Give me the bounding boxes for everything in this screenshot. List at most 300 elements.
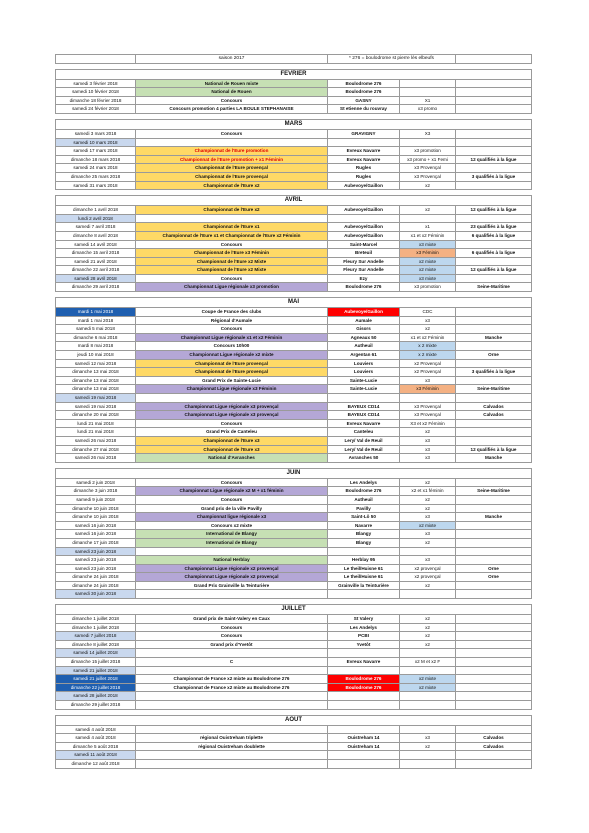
date-cell: samedi 23 juin 2018	[56, 547, 136, 556]
category-cell: x3	[400, 445, 456, 454]
table-row	[56, 214, 532, 223]
note-cell: Manche	[456, 513, 532, 522]
place-cell: Evreux Navarre	[328, 155, 400, 164]
date-cell: samedi 28 avril 2018	[56, 274, 136, 283]
table-row	[56, 96, 532, 105]
place-cell: Saint-Marcel	[328, 240, 400, 249]
note-cell	[456, 581, 532, 590]
note-cell	[456, 530, 532, 539]
table-row	[56, 692, 532, 701]
category-cell: x3 promotion	[400, 283, 456, 292]
category-cell: X3 et x2 Féminin	[400, 419, 456, 428]
note-cell	[456, 649, 532, 658]
header-row	[56, 55, 532, 64]
note-cell: Seine-Maritime	[456, 487, 532, 496]
date-cell: dimanche 24 juin 2018	[56, 581, 136, 590]
note-cell	[456, 590, 532, 599]
note-cell	[456, 138, 532, 147]
category-cell	[400, 590, 456, 599]
event-cell: Championnat de France x2 mixte au Boulodrome 276	[136, 683, 328, 692]
category-cell: x 2 mixte	[400, 342, 456, 351]
event-cell: Concours	[136, 419, 328, 428]
note-cell	[456, 521, 532, 530]
category-cell: x3 Provençal	[400, 172, 456, 181]
place-cell: Louviers	[328, 368, 400, 377]
date-cell: lundi 21 mai 2018	[56, 419, 136, 428]
table-row	[56, 428, 532, 437]
category-cell: x3 Féminin	[400, 385, 456, 394]
place-cell: Ezy	[328, 274, 400, 283]
date-cell: samedi 16 juin 2018	[56, 521, 136, 530]
category-cell: x3 Féminin	[400, 249, 456, 258]
table-row	[56, 206, 532, 215]
date-cell: dimanche 29 avril 2018	[56, 283, 136, 292]
table-row	[56, 478, 532, 487]
table-row	[56, 249, 532, 258]
date-cell: samedi 24 mars 2018	[56, 164, 136, 173]
event-cell: Concours	[136, 623, 328, 632]
date-cell: samedi 19 mai 2018	[56, 394, 136, 403]
date-cell: mardi 8 mai 2018	[56, 342, 136, 351]
table-row	[56, 649, 532, 658]
category-cell	[400, 759, 456, 768]
table-row	[56, 172, 532, 181]
date-cell: dimanche 1 juillet 2018	[56, 615, 136, 624]
date-cell: samedi 10 février 2018	[56, 88, 136, 97]
date-cell: dimanche 8 juillet 2018	[56, 640, 136, 649]
place-cell	[328, 214, 400, 223]
note-cell	[456, 495, 532, 504]
category-cell: x3	[400, 376, 456, 385]
note-cell	[456, 274, 532, 283]
category-cell: x3 promo	[400, 105, 456, 114]
event-cell: Grand prix de la ville Pavilly	[136, 504, 328, 513]
place-cell: Boulodrome 276	[328, 79, 400, 88]
note-cell	[456, 105, 532, 114]
note-cell	[456, 376, 532, 385]
event-cell	[136, 751, 328, 760]
table-row	[56, 666, 532, 675]
table-row	[56, 155, 532, 164]
month-header	[56, 605, 532, 615]
place-cell: PCBI	[328, 632, 400, 641]
note-cell	[456, 419, 532, 428]
event-cell: Grand Prix de Canteleu	[136, 428, 328, 437]
event-cell	[136, 138, 328, 147]
note-cell	[456, 316, 532, 325]
event-cell: Championnat Ligue régionale x2 provençal	[136, 573, 328, 582]
place-cell: Fleury Sur Andelle	[328, 266, 400, 275]
note-cell	[456, 129, 532, 138]
category-cell: x 2 mixte	[400, 351, 456, 360]
table-row	[56, 223, 532, 232]
category-cell: x3 Provençal	[400, 411, 456, 420]
event-cell: Championnat de l'Eure x2	[136, 206, 328, 215]
event-cell: Championnat de l'Eure x3	[136, 436, 328, 445]
note-cell: 3 qualifiés à la ligue	[456, 172, 532, 181]
note-cell: Manche	[456, 454, 532, 463]
event-cell: Championnat Ligue régionale x1 et x2 Féminin	[136, 333, 328, 342]
month-title: MARS	[56, 119, 532, 129]
date-cell: dimanche 18 février 2018	[56, 96, 136, 105]
table-row	[56, 573, 532, 582]
note-cell	[456, 547, 532, 556]
event-cell: régional Ouistreham doublette	[136, 742, 328, 751]
event-cell: Championnat de l'Eure x1 et Championnat de l'Eure x2 Féminin	[136, 231, 328, 240]
table-row	[56, 701, 532, 710]
note-cell	[456, 428, 532, 437]
date-cell: dimanche 27 mai 2018	[56, 445, 136, 454]
table-row	[56, 359, 532, 368]
table-row	[56, 615, 532, 624]
category-cell	[400, 79, 456, 88]
place-cell: Boulodrome 276	[328, 283, 400, 292]
place-cell: Les Andelys	[328, 478, 400, 487]
event-cell: Championnat Ligue régionale x2 provençal	[136, 564, 328, 573]
category-cell: x2	[400, 181, 456, 190]
table-row	[56, 147, 532, 156]
place-cell: GASNY	[328, 96, 400, 105]
month-title: AOUT	[56, 715, 532, 725]
category-cell: x2 et x1 féminin	[400, 487, 456, 496]
place-cell	[328, 725, 400, 734]
table-row	[56, 419, 532, 428]
event-cell: Championnat de l'Eure provençal	[136, 359, 328, 368]
date-cell: samedi 26 mai 2018	[56, 454, 136, 463]
place-cell: Lery/ Val de Reuil	[328, 445, 400, 454]
place-cell: Gisors	[328, 325, 400, 334]
month-title: JUIN	[56, 468, 532, 478]
table-row	[56, 658, 532, 667]
note-cell	[456, 556, 532, 565]
category-cell: x3 promotion	[400, 147, 456, 156]
note-cell	[456, 640, 532, 649]
date-cell: dimanche 13 mai 2018	[56, 368, 136, 377]
date-cell: samedi 24 février 2018	[56, 105, 136, 114]
event-cell: Championnat de l'Eure x3	[136, 445, 328, 454]
category-cell	[400, 649, 456, 658]
place-cell: Evreux Navarre	[328, 658, 400, 667]
place-cell	[328, 394, 400, 403]
place-cell	[328, 666, 400, 675]
table-row	[56, 402, 532, 411]
place-cell: Fleury Sur Andelle	[328, 257, 400, 266]
event-cell: Championnat de l'Eure x2 Mixte	[136, 257, 328, 266]
note-cell	[456, 325, 532, 334]
month-header	[56, 69, 532, 79]
event-cell: Championnat Ligue régionale x3 promotion	[136, 283, 328, 292]
note-cell: Manche	[456, 333, 532, 342]
event-cell: Concours	[136, 129, 328, 138]
note-cell	[456, 436, 532, 445]
header-empty-cell	[56, 55, 136, 64]
note-cell	[456, 751, 532, 760]
date-cell: samedi 21 avril 2018	[56, 257, 136, 266]
event-cell: International de Blangy	[136, 530, 328, 539]
date-cell: samedi 26 mai 2018	[56, 436, 136, 445]
event-cell: National Herblay	[136, 556, 328, 565]
table-row	[56, 734, 532, 743]
date-cell: samedi 28 juillet 2018	[56, 692, 136, 701]
event-cell: Concours	[136, 240, 328, 249]
table-row	[56, 725, 532, 734]
note-cell: 12 qualifiés à la ligue	[456, 206, 532, 215]
event-cell	[136, 666, 328, 675]
note-cell: 23 qualifiés à la ligue	[456, 223, 532, 232]
table-row	[56, 640, 532, 649]
date-cell: dimanche 24 juin 2018	[56, 573, 136, 582]
category-cell	[400, 547, 456, 556]
date-cell: dimanche 13 mai 2018	[56, 385, 136, 394]
category-cell: x3	[400, 530, 456, 539]
date-cell: mardi 1 mai 2018	[56, 316, 136, 325]
place-cell: Rugles	[328, 164, 400, 173]
event-cell: Concours	[136, 96, 328, 105]
note-cell: 6 qualifiés à la ligue	[456, 231, 532, 240]
date-cell: dimanche 15 avril 2018	[56, 249, 136, 258]
event-cell: National de Rouen	[136, 88, 328, 97]
event-cell: National d'Avranches	[136, 454, 328, 463]
place-cell: Boulodrome 276	[328, 88, 400, 97]
note-cell	[456, 394, 532, 403]
table-row	[56, 632, 532, 641]
place-cell: Herblay 95	[328, 556, 400, 565]
month-header	[56, 196, 532, 206]
table-row	[56, 445, 532, 454]
category-cell: x2 M et x2 F	[400, 658, 456, 667]
category-cell: x2	[400, 632, 456, 641]
place-cell: Canteleu	[328, 428, 400, 437]
note-cell	[456, 538, 532, 547]
table-row	[56, 454, 532, 463]
season-label: saison 2017	[136, 55, 328, 64]
place-cell: Rugles	[328, 172, 400, 181]
note-cell	[456, 725, 532, 734]
event-cell: National de Rouen mixte	[136, 79, 328, 88]
date-cell: dimanche 3 juin 2018	[56, 487, 136, 496]
event-cell: Concours	[136, 632, 328, 641]
date-cell: jeudi 10 mai 2018	[56, 351, 136, 360]
date-cell: dimanche 22 avril 2018	[56, 266, 136, 275]
event-cell: Championnat Ligue régionale x3 Féminin	[136, 385, 328, 394]
table-row	[56, 274, 532, 283]
date-cell: lundi 2 avril 2018	[56, 214, 136, 223]
date-cell: dimanche 12 août 2018	[56, 759, 136, 768]
place-cell: Breteuil	[328, 249, 400, 258]
category-cell: x2	[400, 640, 456, 649]
note-cell	[456, 240, 532, 249]
place-cell	[328, 138, 400, 147]
category-cell: x2	[400, 206, 456, 215]
event-cell: Championnat de l'Eure provençal	[136, 172, 328, 181]
event-cell: Championnat Ligue régionale x3 provençal	[136, 402, 328, 411]
note-cell: Calvados	[456, 742, 532, 751]
event-cell	[136, 547, 328, 556]
event-cell: Championnat de l'Eure provençal	[136, 368, 328, 377]
table-row	[56, 742, 532, 751]
schedule-table	[55, 54, 532, 769]
note-cell: 12 qualifiés à la ligue	[456, 155, 532, 164]
date-cell: dimanche 22 juillet 2018	[56, 683, 136, 692]
table-row	[56, 759, 532, 768]
table-row	[56, 240, 532, 249]
category-cell	[400, 692, 456, 701]
event-cell: Concours x2 mixte	[136, 521, 328, 530]
note-cell: 12 qualifiés à la ligue	[456, 266, 532, 275]
date-cell: dimanche 17 juin 2018	[56, 538, 136, 547]
date-cell: dimanche 25 mars 2018	[56, 172, 136, 181]
date-cell: dimanche 10 juin 2018	[56, 504, 136, 513]
note-cell	[456, 342, 532, 351]
note-cell	[456, 359, 532, 368]
date-cell: samedi 4 août 2018	[56, 734, 136, 743]
category-cell: x2 mixte	[400, 266, 456, 275]
table-row	[56, 257, 532, 266]
place-cell: GRAVIGNY	[328, 129, 400, 138]
note-cell	[456, 683, 532, 692]
table-row	[56, 138, 532, 147]
place-cell: BAYEUX CD14	[328, 411, 400, 420]
month-header	[56, 119, 532, 129]
date-cell: dimanche 5 août 2018	[56, 742, 136, 751]
event-cell: Championnat de l'Eure x2	[136, 181, 328, 190]
note-cell	[456, 675, 532, 684]
schedule-sheet	[55, 54, 531, 769]
place-cell: St Valery	[328, 615, 400, 624]
place-cell	[328, 547, 400, 556]
note-cell	[456, 96, 532, 105]
date-cell: dimanche 10 juin 2018	[56, 513, 136, 522]
note-cell: Calvados	[456, 734, 532, 743]
table-row	[56, 105, 532, 114]
event-cell: Championnat de France x2 mixte au Boulodrome 276	[136, 675, 328, 684]
place-cell: Ouistreham 14	[328, 734, 400, 743]
category-cell: x2 provençal	[400, 564, 456, 573]
place-cell: Ouistreham 14	[328, 742, 400, 751]
date-cell: dimanche 29 juillet 2018	[56, 701, 136, 710]
note-cell: 6 qualifiés à la ligue	[456, 249, 532, 258]
place-cell: Grainville la Teinturière	[328, 581, 400, 590]
category-cell: x2	[400, 581, 456, 590]
event-cell: Championnat ligue régionale x3	[136, 513, 328, 522]
date-cell: dimanche 15 juillet 2018	[56, 658, 136, 667]
category-cell: x3 Provençal	[400, 402, 456, 411]
place-cell	[328, 701, 400, 710]
table-row	[56, 504, 532, 513]
place-cell	[328, 692, 400, 701]
category-cell: x2 mixte	[400, 257, 456, 266]
note-cell	[456, 147, 532, 156]
event-cell	[136, 394, 328, 403]
place-cell: Argentan 61	[328, 351, 400, 360]
event-cell: Concours 10h00	[136, 342, 328, 351]
date-cell: samedi 21 juillet 2018	[56, 666, 136, 675]
category-cell: x3 promo + x1 Femi	[400, 155, 456, 164]
date-cell: samedi 14 avril 2018	[56, 240, 136, 249]
place-cell: Autheuil	[328, 342, 400, 351]
table-row	[56, 590, 532, 599]
month-header	[56, 298, 532, 308]
event-cell: Concours promotion 4 parties LA BOULE STEPHANAISE	[136, 105, 328, 114]
place-cell: Louviers	[328, 359, 400, 368]
date-cell: dimanche 20 mai 2018	[56, 411, 136, 420]
note-cell: Orne	[456, 564, 532, 573]
event-cell: C	[136, 658, 328, 667]
category-cell: CDC	[400, 308, 456, 317]
table-row	[56, 385, 532, 394]
category-cell	[400, 666, 456, 675]
category-cell	[400, 88, 456, 97]
place-cell: Le theil/Huisne 61	[328, 573, 400, 582]
table-row	[56, 675, 532, 684]
event-cell	[136, 649, 328, 658]
place-cell: Les Andelys	[328, 623, 400, 632]
event-cell: Championnat Ligue régionale x3 provençal	[136, 411, 328, 420]
place-cell: Boulodrome 276	[328, 487, 400, 496]
table-row	[56, 79, 532, 88]
table-row	[56, 316, 532, 325]
month-header	[56, 715, 532, 725]
date-cell: dimanche 18 mars 2018	[56, 155, 136, 164]
month-title: AVRIL	[56, 196, 532, 206]
note-cell	[456, 504, 532, 513]
category-cell: x3	[400, 513, 456, 522]
table-row	[56, 495, 532, 504]
table-row	[56, 513, 532, 522]
place-cell: Blangy	[328, 530, 400, 539]
category-cell: x1 et x2 Féminin	[400, 333, 456, 342]
note-cell	[456, 666, 532, 675]
event-cell	[136, 214, 328, 223]
note-cell	[456, 308, 532, 317]
event-cell	[136, 725, 328, 734]
place-cell: Saint-Lô 50	[328, 513, 400, 522]
month-title: FEVRIER	[56, 69, 532, 79]
place-cell: Aubevoye/Gaillon	[328, 231, 400, 240]
category-cell: x2 provençal	[400, 573, 456, 582]
category-cell: x2	[400, 428, 456, 437]
category-cell: x3	[400, 316, 456, 325]
place-cell: BAYEUX CD14	[328, 402, 400, 411]
category-cell: X3	[400, 129, 456, 138]
place-cell: Autheuil	[328, 495, 400, 504]
date-cell: dimanche 6 mai 2018	[56, 333, 136, 342]
date-cell: dimanche 13 mai 2018	[56, 376, 136, 385]
place-cell	[328, 751, 400, 760]
date-cell: samedi 23 juin 2018	[56, 564, 136, 573]
event-cell: Grand Prix de Sainte-Lucie	[136, 376, 328, 385]
note-cell	[456, 658, 532, 667]
table-row	[56, 231, 532, 240]
table-row	[56, 564, 532, 573]
table-row	[56, 376, 532, 385]
date-cell: dimanche 8 avril 2018	[56, 231, 136, 240]
table-row	[56, 266, 532, 275]
date-cell: samedi 17 mars 2018	[56, 147, 136, 156]
category-cell: x2 mixte	[400, 683, 456, 692]
event-cell: Grand prix de Saint-Valery en Caux	[136, 615, 328, 624]
date-cell: samedi 5 mai 2018	[56, 325, 136, 334]
place-cell: Avranches 50	[328, 454, 400, 463]
category-cell: x2 Provençal	[400, 359, 456, 368]
table-row	[56, 308, 532, 317]
event-cell: International de Blangy	[136, 538, 328, 547]
date-cell: samedi 12 mai 2018	[56, 359, 136, 368]
category-cell: x2	[400, 325, 456, 334]
place-cell: Aubevoye/Gaillon	[328, 223, 400, 232]
date-cell: samedi 3 février 2018	[56, 79, 136, 88]
table-row	[56, 351, 532, 360]
